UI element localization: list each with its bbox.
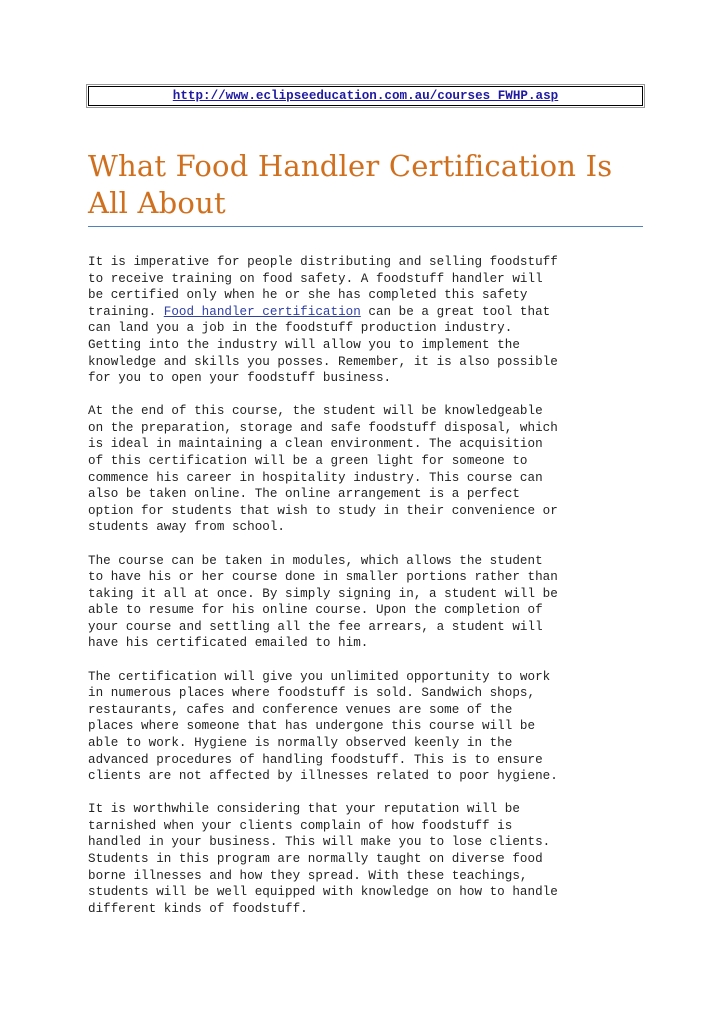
paragraph-1 xyxy=(88,254,643,387)
paragraph-1-text-end: can be a great tool that can land you a job in the foodstuff production industry. Getting into the industry will allow you to implement the knowledge and skills you posses. Remember, it is also possible for you to open your foodstuff business. xyxy=(88,304,558,386)
paragraph-5: It is worthwhile considering that your reputation will be tarnished when your clients complain of how foodstuff is handled in your business. This will make you to lose clients. Students in this program are normally taught on diverse food borne illnesses and how they spread. With these teachings, students will be well equipped with knowledge on how to handle different kinds of foodstuff. xyxy=(88,802,558,916)
article-body xyxy=(88,254,643,917)
paragraph-1-text-start: It is imperative for people distributing and selling foodstuff to receive training on food safety. A foodstuff handler will be certified only when he or she has completed this safety training. xyxy=(88,255,558,319)
article-title: What Food Handler Certification Is All About xyxy=(88,148,643,227)
food-handler-certification-link[interactable]: Food handler certification xyxy=(163,304,361,319)
url-header-box xyxy=(88,86,643,106)
paragraph-4: The certification will give you unlimited opportunity to work in numerous places where foodstuff is sold. Sandwich shops, restaurants, cafes and conference venues are some of the places where someone that has undergone this course will be able to work. Hygiene is normally observed keenly in the advanced procedures of handling foodstuff. This is to ensure clients are not affected by illnesses related to poor hygiene. xyxy=(88,669,558,784)
paragraph-2: At the end of this course, the student will be knowledgeable on the preparation, storage and safe foodstuff disposal, which is ideal in maintaining a clean environment. The acquisition of this certification will be a green light for someone to commence his career in hospitality industry. This course can also be taken online. The online arrangement is a perfect option for students that wish to study in their convenience or students away from school. xyxy=(88,404,558,535)
paragraph-3: The course can be taken in modules, which allows the student to have his or her course done in smaller portions rather than taking it all at once. By simply signing in, a student will be able to resume for his online course. Upon the completion of your course and settling all the fee arrears, a student will have his certificated emailed to him. xyxy=(88,553,558,651)
source-url-link[interactable]: http://www.eclipseeducation.com.au/courses_FWHP.asp xyxy=(172,89,559,103)
document-page xyxy=(88,86,643,934)
